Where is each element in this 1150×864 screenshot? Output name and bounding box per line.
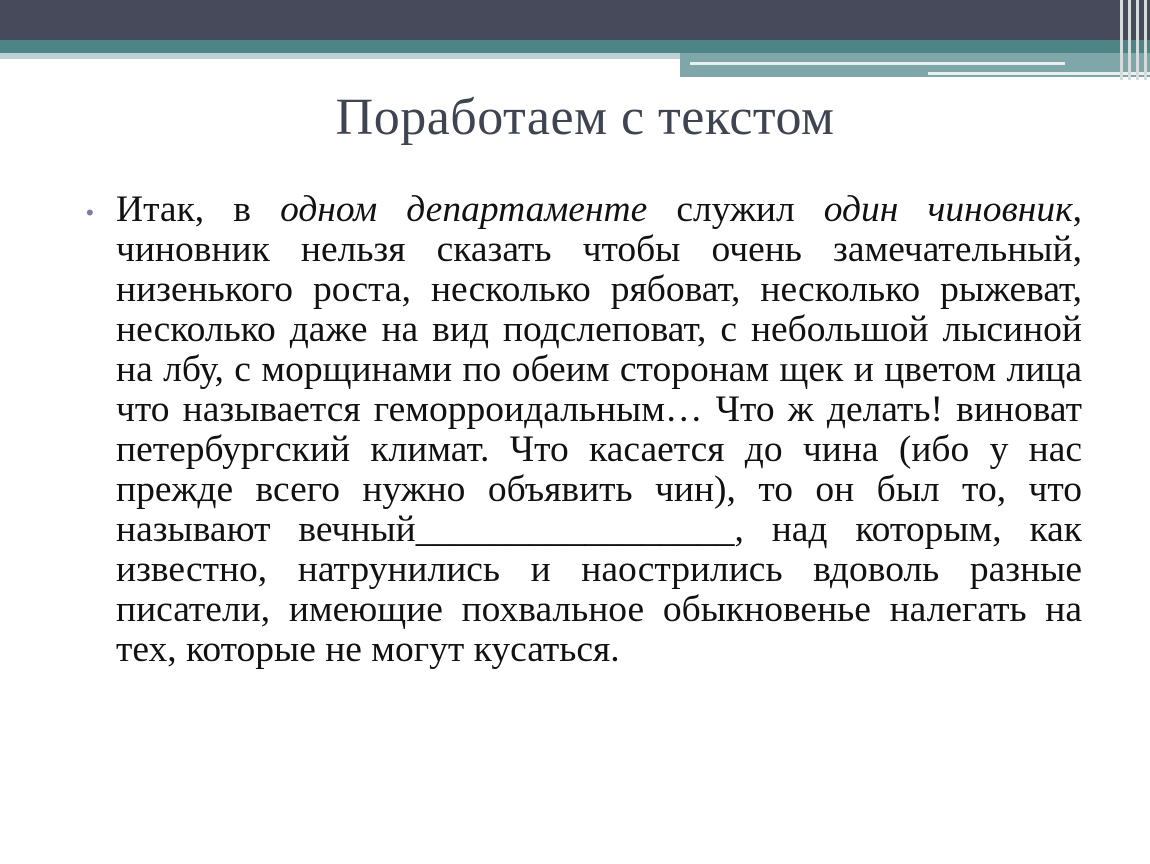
light-decorative-strip <box>0 53 680 59</box>
italic-text-segment: один чиновник <box>823 189 1073 230</box>
decorative-line <box>690 62 1065 65</box>
text-segment: Итак, в <box>116 189 281 230</box>
fill-in-blank: _________________ <box>415 509 735 550</box>
decorative-vertical-bars <box>1116 0 1150 80</box>
slide-body-paragraph <box>116 190 1082 670</box>
top-decorative-band <box>0 0 1150 40</box>
italic-text-segment: одном департаменте <box>280 189 648 230</box>
slide-title: Поработаем с текстом <box>335 89 835 146</box>
teal-decorative-band <box>0 40 1150 53</box>
text-segment: , чиновник нельзя сказать чтобы очень замечательный, низенького роста, несколько рябоват, несколько рыжеват, несколько даже на вид подслеповат, с небольшой лысиной на лбу, с морщинами по обеим сторонам щек и цветом лица что называется геморроидальным… Что ж делать! виноват петербургский климат. Что касается до чина (ибо у нас прежде всего нужно объявить чин), то он был то, что называют вечный <box>116 189 1082 550</box>
text-segment: служил <box>647 189 824 230</box>
text-segment: , над которым, как известно, натрунились и наострились вдоволь разные писатели, имеющие похвальное обыкновенье налегать на тех, которые не могут кусаться. <box>116 509 1082 670</box>
bullet-icon: • <box>86 200 94 225</box>
